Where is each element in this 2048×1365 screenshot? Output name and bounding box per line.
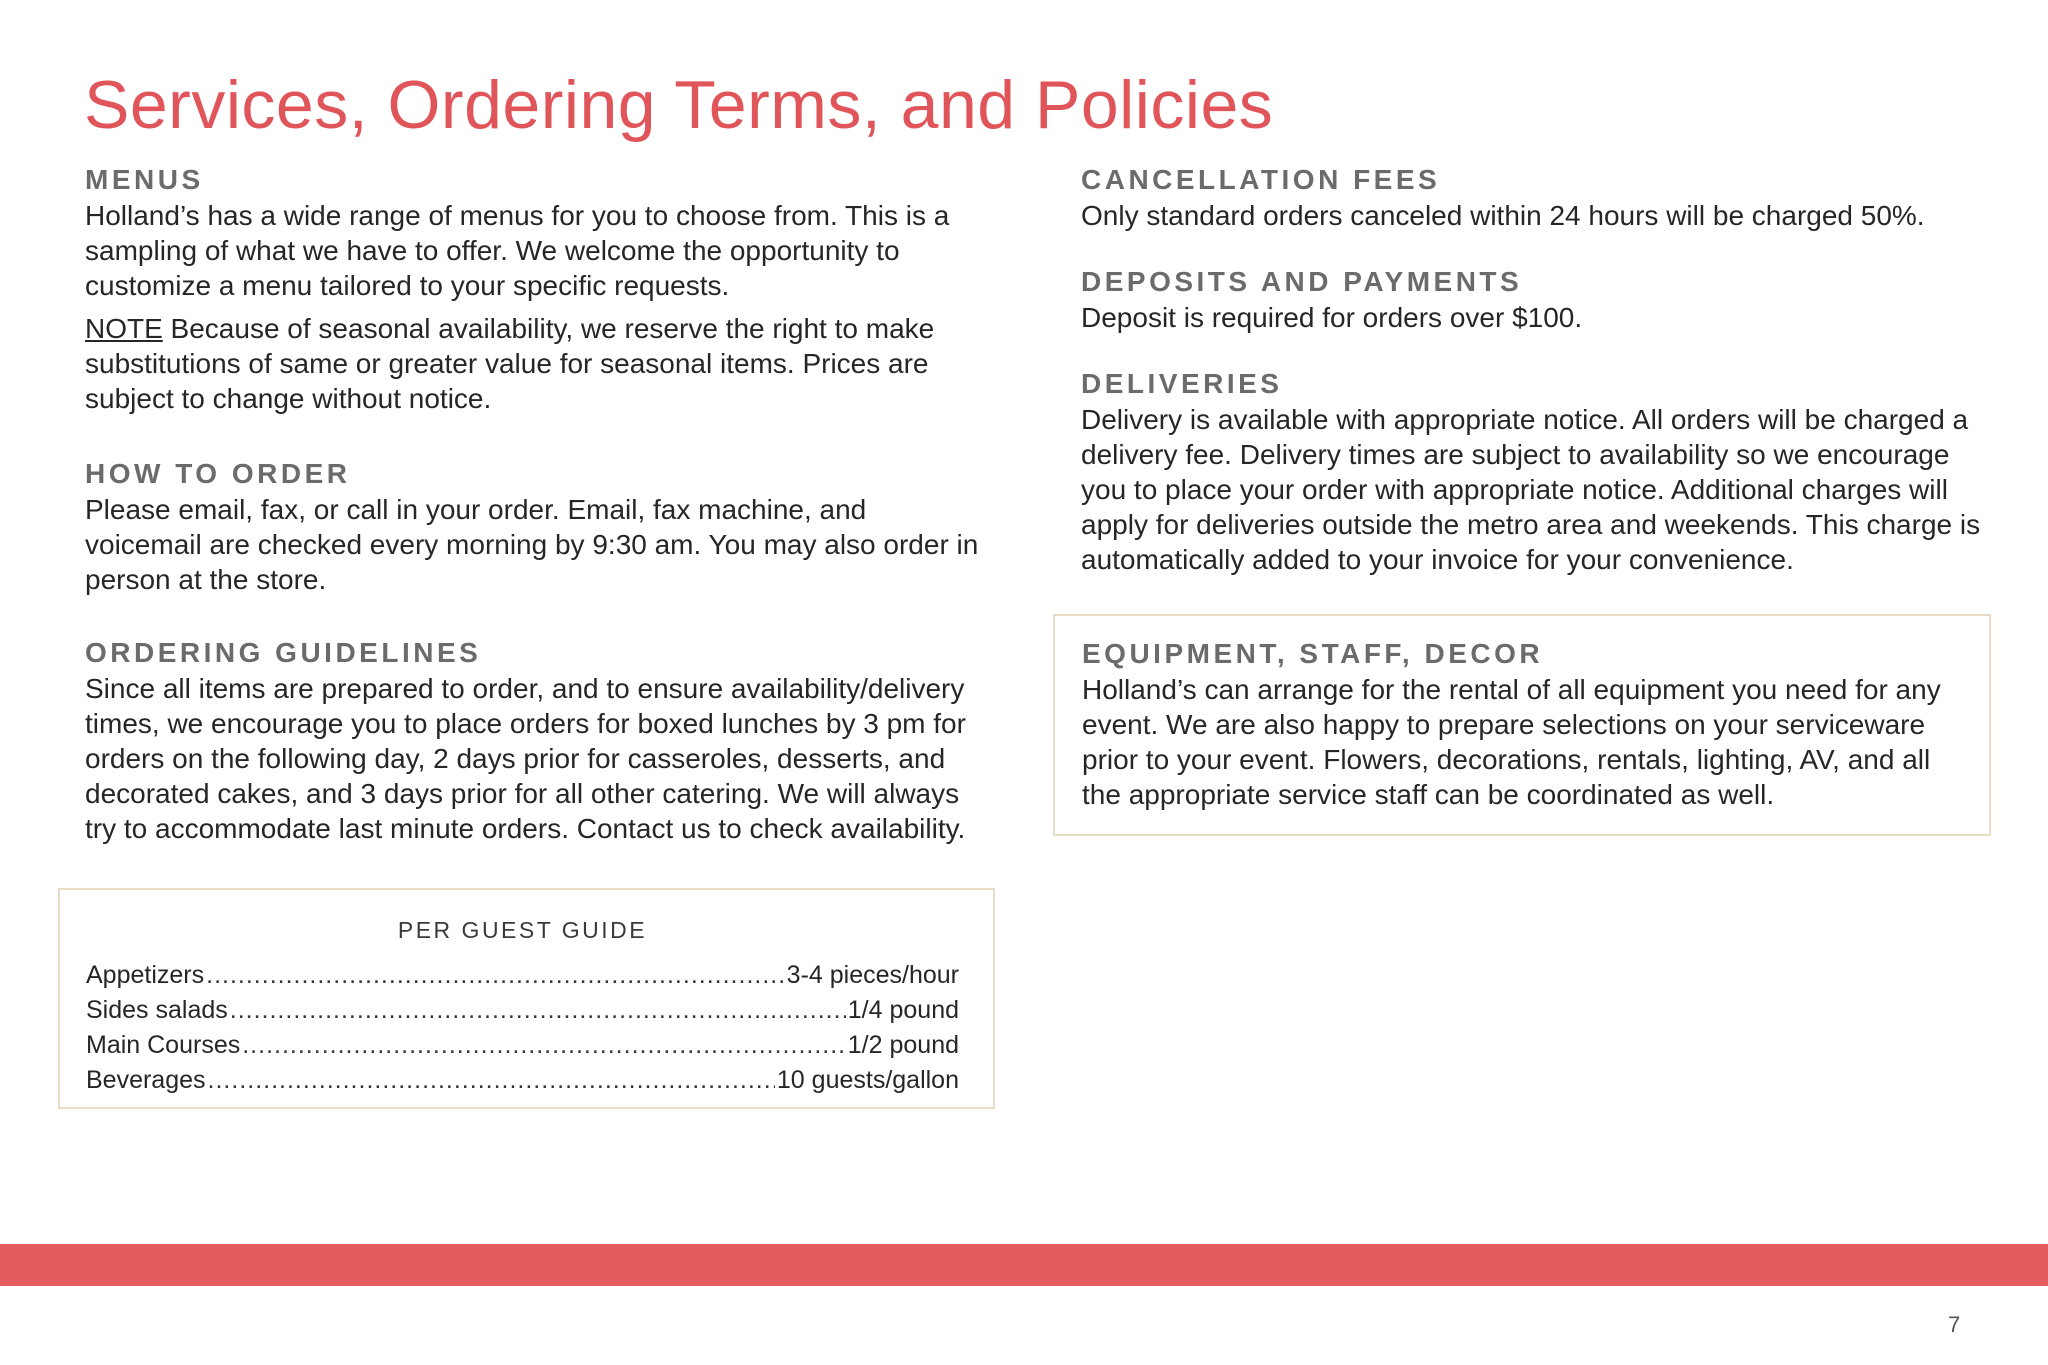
cancellation-section xyxy=(1081,162,1981,233)
how-to-order-section xyxy=(85,456,985,597)
right-column xyxy=(1081,162,1981,605)
guide-row-item: Sides salads xyxy=(86,996,228,1024)
menus-heading: MENUS xyxy=(85,164,204,195)
guide-row-item: Appetizers xyxy=(86,961,205,989)
deliveries-section xyxy=(1081,366,1981,577)
menus-body: Holland’s has a wide range of menus for you to choose from. This is a sampling of what we have to offer. We welcome the opportunity to customize a menu tailored to your specific requests. xyxy=(85,200,950,301)
page-number: 7 xyxy=(1948,1312,1961,1337)
guide-row-item: Beverages xyxy=(86,1066,206,1094)
dot-leader xyxy=(208,1063,775,1098)
equipment-body: Holland’s can arrange for the rental of all equipment you need for any event. We are also happy to prepare selections on your serviceware prior to your event. Flowers, decorations, rentals, lighting, AV, and all the appropriate service staff can be coordinated as well. xyxy=(1082,674,1941,810)
dot-leader xyxy=(230,993,846,1028)
note-body: Because of seasonal availability, we reserve the right to make substitutions of same or greater value for seasonal items. Prices are subject to change without notice. xyxy=(85,313,935,414)
guide-row-amount: 3-4 pieces/hour xyxy=(786,961,959,989)
page-title: Services, Ordering Terms, and Policies xyxy=(84,67,1274,143)
equipment-box xyxy=(1053,614,1991,836)
guide-row-amount: 1/2 pound xyxy=(847,1031,959,1059)
guide-row xyxy=(86,1028,959,1063)
equipment-heading: EQUIPMENT, STAFF, DECOR xyxy=(1082,638,1544,669)
deposits-heading: DEPOSITS AND PAYMENTS xyxy=(1081,266,1523,297)
guide-row-amount: 1/4 pound xyxy=(847,996,959,1024)
ordering-guidelines-body: Since all items are prepared to order, and to ensure availability/delivery times, we encourage you to place orders for boxed lunches by 3 pm for orders on the following day, 2 days prior for casseroles, desserts, and decorated cakes, and 3 days prior for all other catering. We will always try to accommodate last minute orders. Contact us to check availability. xyxy=(85,673,966,844)
deliveries-body: Delivery is available with appropriate notice. All orders will be charged a delivery fee. Delivery times are subject to availability so we encourage you to place your order with appropriate notice. Additional charges will apply for deliveries outside the metro area and weekends. This charge is automatically added to your invoice for your convenience. xyxy=(1081,404,1981,575)
deliveries-heading: DELIVERIES xyxy=(1081,368,1283,399)
note-label: NOTE xyxy=(85,313,163,344)
deposits-body: Deposit is required for orders over $100. xyxy=(1081,302,1583,333)
how-to-order-body: Please email, fax, or call in your order. Email, fax machine, and voicemail are checked every morning by 9:30 am. You may also order in person at the store. xyxy=(85,494,979,595)
ordering-guidelines-section xyxy=(85,635,985,846)
guide-row-amount: 10 guests/gallon xyxy=(776,1066,959,1094)
deposits-section xyxy=(1081,264,1981,335)
guide-row xyxy=(86,958,959,993)
per-guest-guide-box xyxy=(58,888,995,1109)
dot-leader xyxy=(242,1028,846,1063)
guide-row xyxy=(86,1063,959,1098)
dot-leader xyxy=(206,958,785,993)
menus-note xyxy=(85,311,985,416)
footer-bar xyxy=(0,1244,2048,1286)
left-column xyxy=(85,162,985,874)
menus-section xyxy=(85,162,985,416)
ordering-guidelines-heading: ORDERING GUIDELINES xyxy=(85,637,482,668)
cancellation-heading: CANCELLATION FEES xyxy=(1081,164,1441,195)
guide-row-item: Main Courses xyxy=(86,1031,241,1059)
how-to-order-heading: HOW TO ORDER xyxy=(85,458,351,489)
cancellation-body: Only standard orders canceled within 24 hours will be charged 50%. xyxy=(1081,200,1925,231)
guide-row xyxy=(86,993,959,1028)
guest-guide-title: PER GUEST GUIDE xyxy=(397,917,648,943)
